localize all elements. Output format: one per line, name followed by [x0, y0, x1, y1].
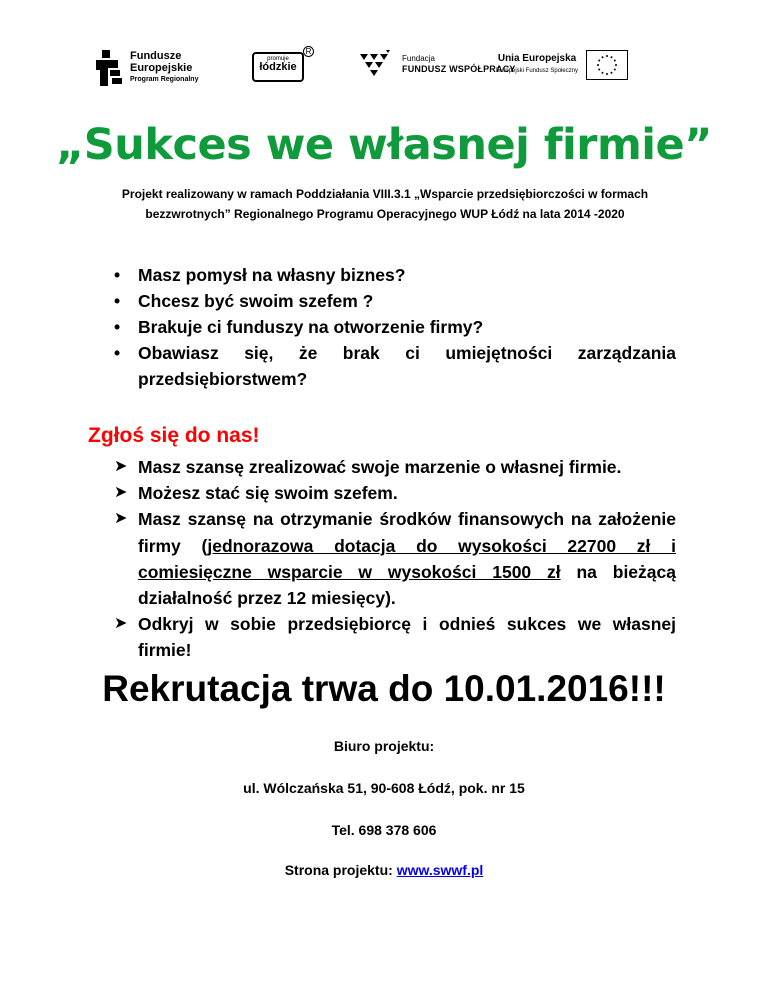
fundacja-logo — [360, 50, 516, 78]
benefit-list — [112, 454, 676, 664]
fundacja-line1: Fundacja — [402, 54, 435, 63]
eu-logo — [496, 50, 628, 80]
recruitment-deadline: Rekrutacja trwa do 10.01.2016!!! — [102, 668, 666, 709]
question-text: Brakuje ci funduszy na otworzenie firmy? — [138, 317, 484, 337]
logo-strip — [92, 44, 662, 94]
lodzkie-small: promuje — [267, 56, 289, 62]
eu-line1: Unia Europejska — [497, 53, 577, 64]
arrow-bullet-icon: ➤ — [114, 484, 128, 502]
site-label: Strona projektu: — [284, 862, 397, 878]
list-item — [110, 288, 676, 314]
list-item — [112, 480, 676, 506]
fundacja-line2: FUNDUSZ WSPÓŁPRACY — [402, 64, 516, 74]
list-item — [110, 340, 676, 392]
page-title: „Sukces we własnej firmie” — [56, 120, 712, 170]
fundusze-line3: Program Regionalny — [130, 76, 199, 83]
fundusze-line2: Europejskie — [130, 62, 193, 74]
benefit-text: Masz szansę na otrzymanie środków finansowych na założenie firmy ( — [138, 509, 676, 556]
arrow-bullet-icon: ➤ — [114, 458, 128, 475]
fundusze-europejskie-logo — [96, 48, 198, 88]
lodzkie-logo — [252, 47, 312, 82]
office-heading: Biuro projektu: — [333, 738, 435, 754]
benefit-text: na bieżącą działalność przez 12 miesięcy). — [138, 561, 676, 609]
office-site — [0, 862, 768, 878]
benefit-underlined-text: jednorazowa dotacja do wysokości 22700 zł i comiesięczne wsparcie w wysokości 1500 zł — [138, 535, 677, 582]
registered-mark: R — [303, 46, 314, 57]
list-item — [112, 506, 676, 611]
benefit-text: Masz szansę zrealizować swoje marzenie o własnej firmie. — [138, 457, 622, 477]
question-list — [110, 262, 676, 392]
list-item — [112, 611, 676, 663]
eu-flag-icon — [586, 50, 628, 80]
call-to-action: Zgłoś się do nas! — [88, 424, 260, 447]
question-text: Masz pomysł na własny biznes? — [138, 265, 406, 285]
project-website-link[interactable]: www.swwf.pl — [396, 862, 484, 878]
arrow-bullet-icon: ➤ — [114, 615, 128, 633]
project-subtitle: Projekt realizowany w ramach Poddziałania VIII.3.1 „Wsparcie przedsiębiorczości w formach bezzwrotnych” Regionalnego Programu Operacyjnego WUP Łódź na lata 2014 -2020 — [121, 187, 649, 221]
list-item — [110, 314, 676, 340]
question-text: Chcesz być swoim szefem ? — [138, 291, 374, 311]
benefit-text: Możesz stać się swoim szefem. — [138, 483, 398, 504]
fundusze-line1: Fundusze — [130, 50, 182, 62]
question-text: Obawiasz się, że brak ci umiejętności zarządzania przedsiębiorstwem? — [138, 343, 676, 389]
eu-line2: Europejski Fundusz Społeczny — [496, 68, 579, 74]
benefit-text: Odkryj w sobie przedsiębiorcę i odnieś sukces we własnej firmie! — [138, 614, 676, 661]
fundusze-europejskie-logo-icon — [96, 48, 124, 88]
arrow-bullet-icon: ➤ — [114, 510, 128, 528]
list-item — [110, 262, 676, 288]
lodzkie-big: łódzkie — [259, 61, 297, 73]
office-address: ul. Wólczańska 51, 90-608 Łódź, pok. nr 15 — [243, 780, 525, 796]
list-item — [112, 454, 676, 480]
fundacja-triangles-logo-icon — [360, 50, 394, 78]
office-phone: Tel. 698 378 606 — [331, 822, 437, 838]
